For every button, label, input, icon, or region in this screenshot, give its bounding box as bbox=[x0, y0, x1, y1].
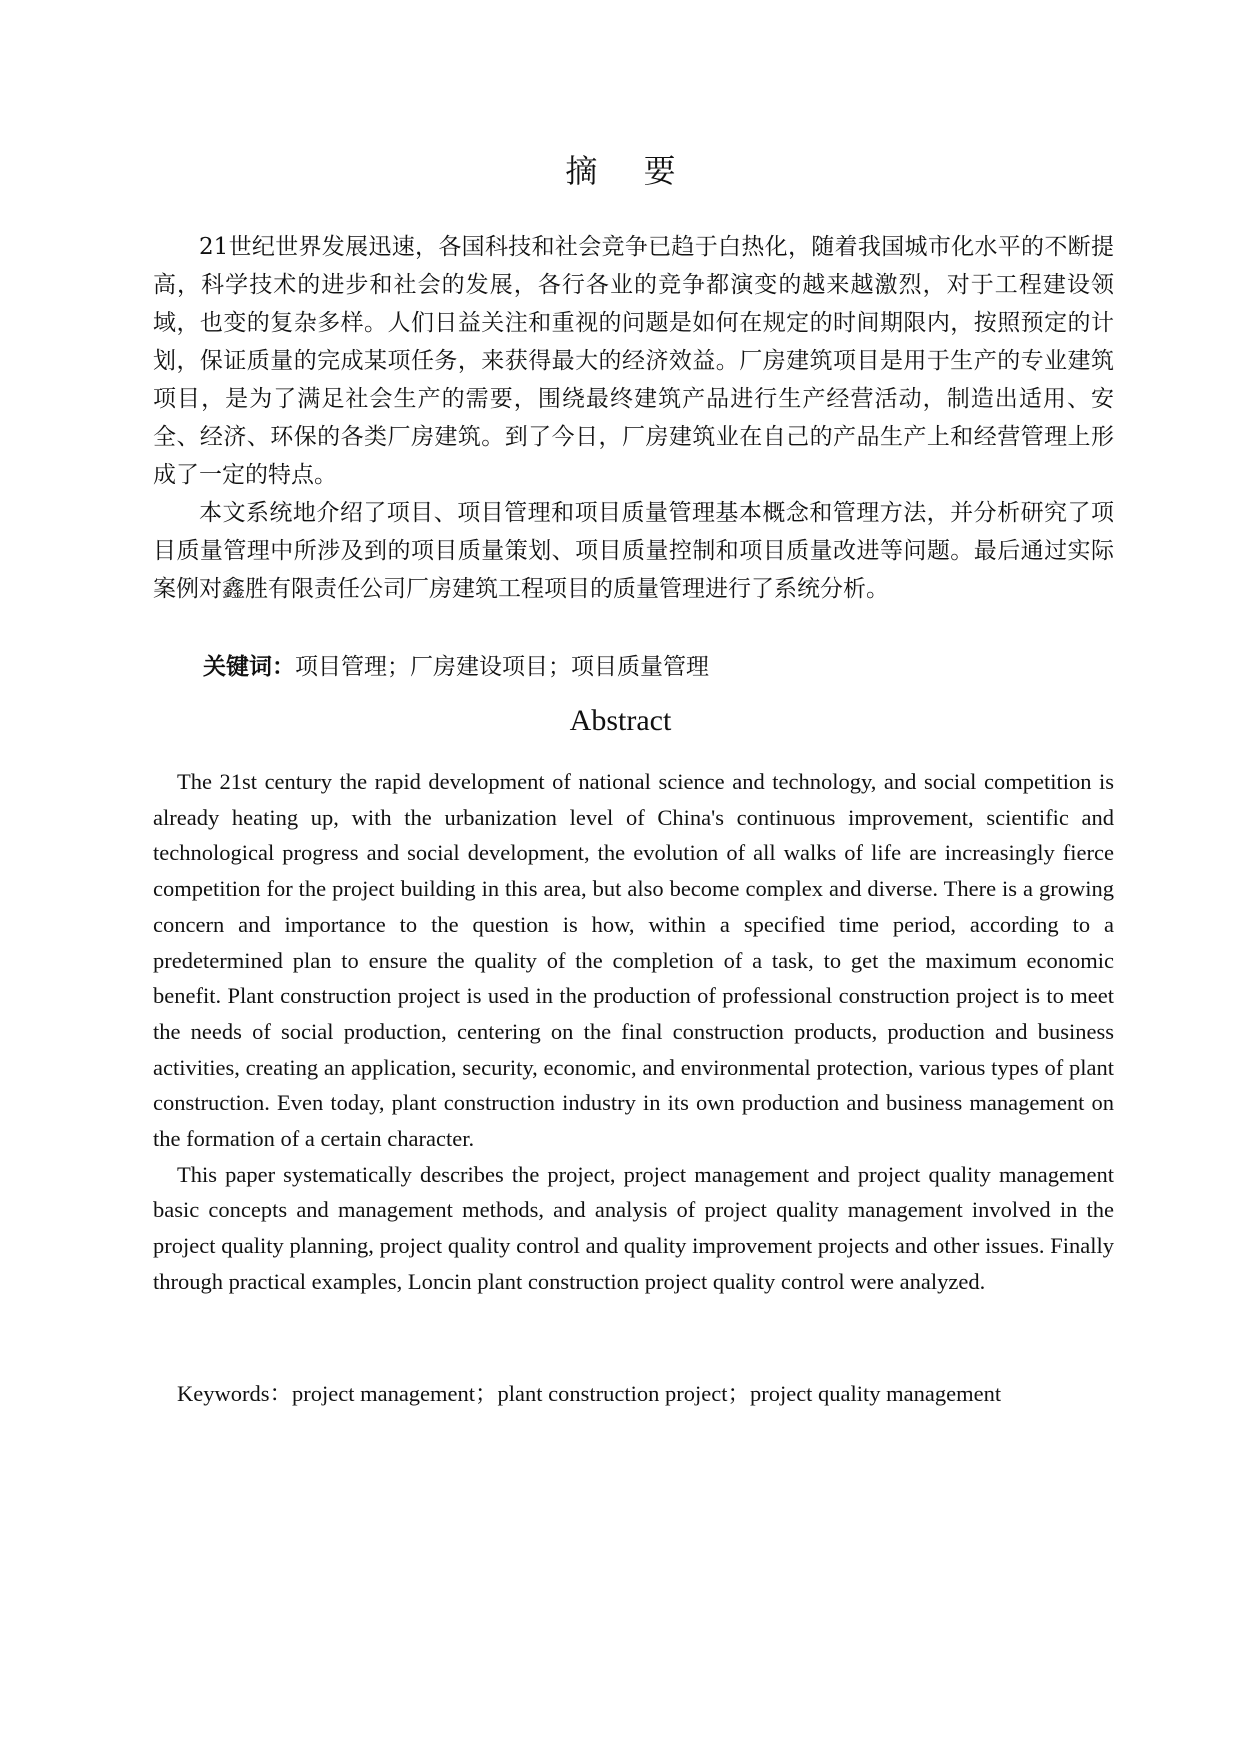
chinese-keywords-label: 关键词： bbox=[203, 654, 295, 680]
english-keywords bbox=[177, 1376, 1117, 1412]
english-abstract-body bbox=[153, 764, 1114, 1300]
english-abstract-title: Abstract bbox=[569, 704, 672, 737]
chinese-keywords-text: 项目管理；厂房建设项目；项目质量管理 bbox=[295, 654, 709, 680]
chinese-abstract-paragraph-2: 本文系统地介绍了项目、项目管理和项目质量管理基本概念和管理方法，并分析研究了项目质量管理中所涉及到的项目质量策划、项目质量控制和项目质量改进等问题。最后通过实际案例对鑫胜有限责任公司厂房建筑工程项目的质量管理进行了系统分析。 bbox=[153, 500, 1114, 602]
chinese-abstract-title: 摘 要 bbox=[565, 152, 694, 190]
english-keywords-label: Keywords： bbox=[177, 1381, 292, 1406]
chinese-abstract-body bbox=[153, 228, 1114, 608]
english-abstract-paragraph-1: The 21st century the rapid development of national science and technology, and social competition is already heating up, with the urbanization level of China's continuous improvement, scientific and technological progress and social development, the evolution of all walks of life are increasingly fierce competition for the project building in this area, but also become complex and diverse. There is a growing concern and importance to the question is how, within a specified time period, according to a predetermined plan to ensure the quality of the completion of a task, to get the maximum economic benefit. Plant construction project is used in the production of professional construction project is to meet the needs of social production, centering on the final construction products, production and business activities, creating an application, security, economic, and environmental protection, various types of plant construction. Even today, plant construction industry in its own production and business management on the formation of a certain character. bbox=[153, 769, 1114, 1152]
chinese-abstract-paragraph-1: 21世纪世界发展迅速，各国科技和社会竞争已趋于白热化，随着我国城市化水平的不断提高，科学技术的进步和社会的发展，各行各业的竞争都演变的越来越激烈，对于工程建设领域，也变的复杂多样。人们日益关注和重视的问题是如何在规定的时间期限内，按照预定的计划，保证质量的完成某项任务，来获得最大的经济效益。厂房建筑项目是用于生产的专业建筑项目，是为了满足社会生产的需要，围绕最终建筑产品进行生产经营活动，制造出适用、安全、经济、环保的各类厂房建筑。到了今日，厂房建筑业在自己的产品生产上和经营管理上形成了一定的特点。 bbox=[153, 234, 1114, 488]
chinese-keywords bbox=[203, 648, 1103, 686]
english-abstract-paragraph-2: This paper systematically describes the project, project management and project quality management basic concepts and management methods, and analysis of project quality management involved in the project quality planning, project quality control and quality improvement projects and other issues. Finally through practical examples, Loncin plant construction project quality control were analyzed. bbox=[153, 1161, 1114, 1294]
english-keywords-text: project management；plant construction project；project quality management bbox=[291, 1381, 1002, 1406]
